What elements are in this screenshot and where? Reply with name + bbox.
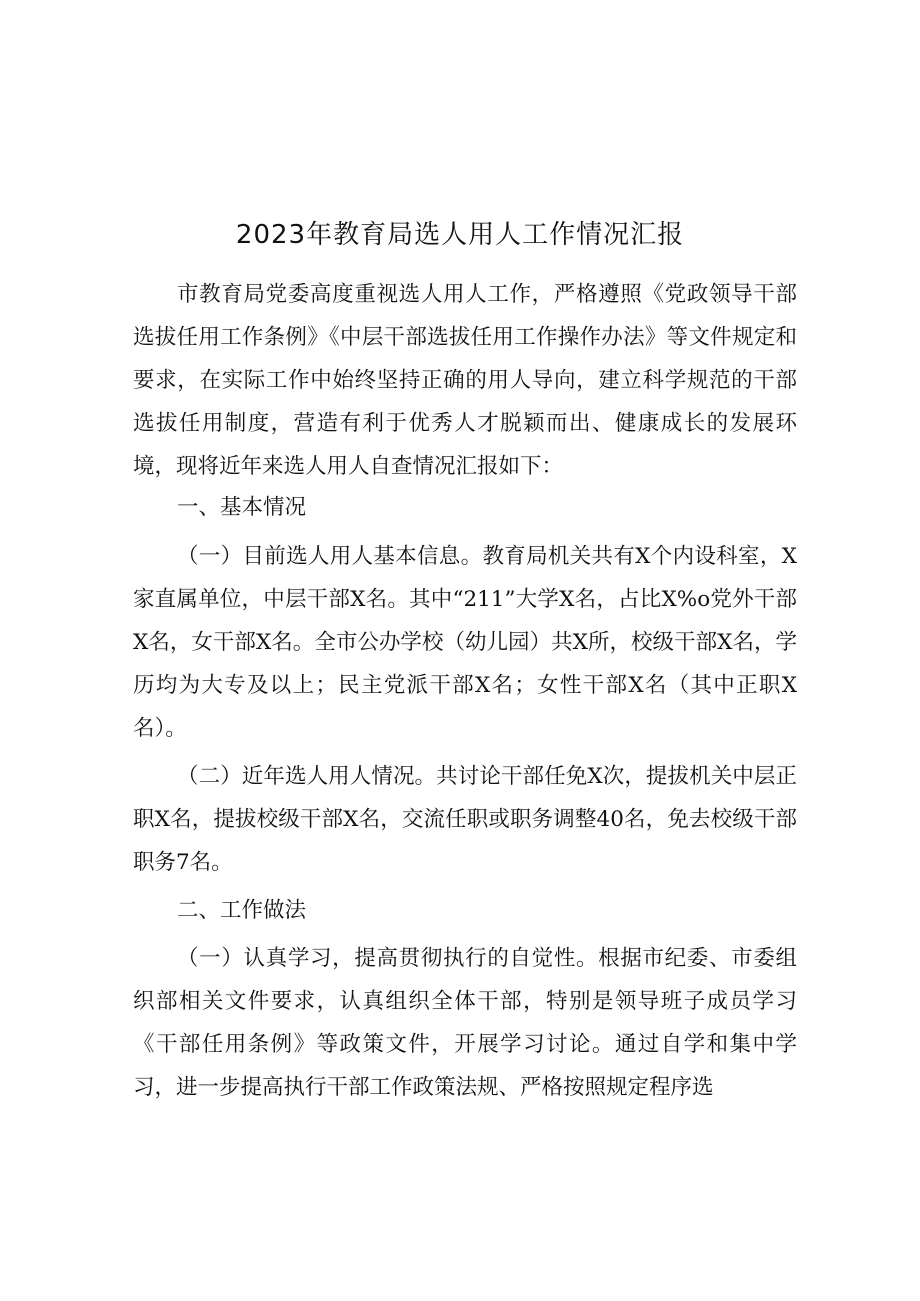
intro-paragraph: 市教育局党委高度重视选人用人工作，严格遵照《党政领导干部选拔任用工作条例》《中层干部选拔任用工作操作办法》等文件规定和要求，在实际工作中始终坚持正确的用人导向，建立科学规范的干部选拔任用制度，营造有利于优秀人才脱颖而出、健康成长的发展环境，现将近年来选人用人自查情况汇报如下： [133, 282, 797, 479]
document-title: 2023年教育局选人用人工作情况汇报 [235, 220, 685, 250]
paragraph-recent-appointments: （二）近年选人用人情况。共讨论干部任免X次，提拔机关中层正职X名，提拔校级干部X名，交流任职或职务调整40名，免去校级干部职务7名。 [133, 764, 797, 875]
paragraph-basic-info: （一）目前选人用人基本信息。教育局机关共有X个内设科室，X家直属单位，中层干部X名。其中“211”大学X名，占比X%o党外干部X名，女干部X名。全市公办学校（幼儿园）共X所，校级干部X名，学历均为大专及以上；民主党派干部X名；女性干部X名（其中正职X名）。 [133, 544, 797, 741]
section-heading-practices: 二、工作做法 [177, 898, 307, 923]
section-heading-basic: 一、基本情况 [177, 495, 307, 520]
paragraph-study: （一）认真学习，提高贯彻执行的自觉性。根据市纪委、市委组织部相关文件要求，认真组织全体干部，特别是领导班子成员学习《干部任用条例》等政策文件，开展学习讨论。通过自学和集中学习，进一步提高执行干部工作政策法规、严格按照规定程序选 [133, 946, 797, 1100]
